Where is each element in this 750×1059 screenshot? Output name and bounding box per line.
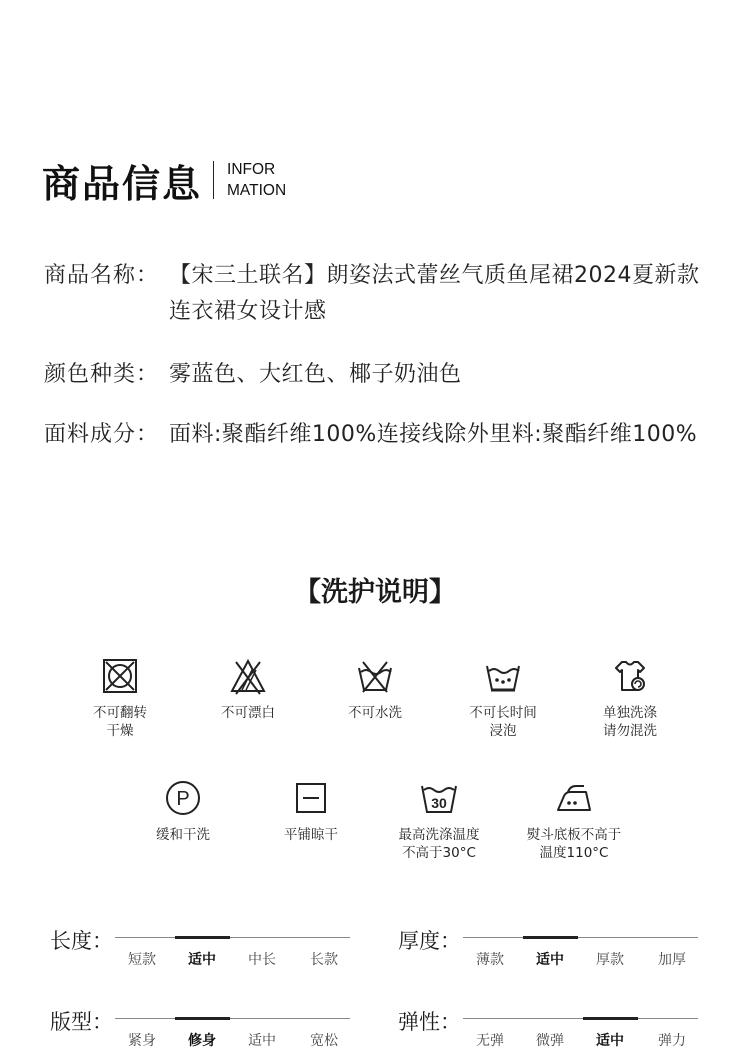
scale-option: 厚款 — [596, 952, 624, 968]
scale-thickness — [398, 925, 708, 975]
name-value: 【宋三土联名】朗姿法式蕾丝气质鱼尾裙2024夏新款连衣裙女设计感 — [169, 263, 700, 324]
care-label: 不可长时间 浸泡 — [469, 705, 537, 739]
section-title: 商品信息 — [42, 161, 203, 206]
scale-fit — [50, 1006, 360, 1056]
scale-option: 适中 — [248, 1033, 276, 1049]
care-label: 最高洗涤温度 不高于30°C — [398, 827, 480, 861]
scale-option: 无弹 — [476, 1033, 504, 1049]
scale-name: 弹性： — [398, 1010, 461, 1034]
dry-flat-icon — [291, 778, 331, 818]
info-row-fabric — [44, 417, 714, 453]
care-item-max-wash-30 — [369, 778, 509, 862]
title-divider — [213, 161, 214, 199]
iron-low-icon — [554, 778, 594, 818]
scale-track — [463, 1018, 698, 1019]
info-row-name — [44, 258, 714, 330]
scale-selected-marker — [175, 1017, 230, 1020]
scale-option: 长款 — [310, 952, 338, 968]
care-item-no-long-soak — [433, 656, 573, 740]
care-label: 不可水洗 — [348, 705, 402, 721]
scale-track — [115, 937, 350, 938]
fabric-label: 面料成分： — [44, 422, 160, 447]
svg-text:P: P — [176, 788, 190, 810]
fabric-value: 面料:聚酯纤维100%连接线除外里料:聚酯纤维100% — [169, 422, 698, 447]
care-item-wash-separately — [560, 656, 700, 740]
scale-option: 宽松 — [310, 1033, 338, 1049]
care-label: 单独洗涤 请勿混洗 — [603, 705, 657, 739]
care-title: 【洗护说明】 — [294, 577, 456, 608]
name-label: 商品名称： — [44, 263, 160, 288]
care-label: 熨斗底板不高于 温度110°C — [526, 827, 622, 861]
scale-name: 长度： — [50, 929, 113, 953]
scale-option: 微弹 — [536, 1033, 564, 1049]
scale-track — [463, 937, 698, 938]
scale-selected-marker — [175, 936, 230, 939]
care-label: 平铺晾干 — [284, 827, 338, 843]
care-item-gentle-dry-clean — [113, 778, 253, 844]
care-label: 不可翻转 干燥 — [93, 705, 147, 739]
scale-option: 弹力 — [658, 1033, 686, 1049]
max-wash-30-icon — [419, 778, 459, 818]
section-header — [42, 154, 286, 206]
scale-option-selected: 适中 — [536, 952, 564, 968]
color-label: 颜色种类： — [44, 362, 160, 387]
scale-option: 中长 — [248, 952, 276, 968]
scale-option-selected: 修身 — [188, 1033, 216, 1049]
gentle-dry-clean-icon — [163, 778, 203, 818]
scale-selected-marker — [583, 1017, 638, 1020]
no-long-soak-icon — [483, 656, 523, 696]
scale-name: 厚度： — [398, 929, 461, 953]
info-row-color — [44, 357, 714, 393]
care-item-dry-flat — [241, 778, 381, 844]
english-line-1: INFOR — [227, 161, 276, 178]
scale-option: 紧身 — [128, 1033, 156, 1049]
scale-option: 薄款 — [476, 952, 504, 968]
scale-option: 短款 — [128, 952, 156, 968]
care-label: 缓和干洗 — [156, 827, 210, 843]
scale-option-selected: 适中 — [188, 952, 216, 968]
scale-name: 版型： — [50, 1010, 113, 1034]
care-item-no-bleach — [178, 656, 318, 722]
color-value: 雾蓝色、大红色、椰子奶油色 — [169, 362, 462, 387]
no-wash-icon — [355, 656, 395, 696]
section-title-english — [227, 159, 286, 201]
svg-text:30: 30 — [431, 795, 447, 811]
care-item-no-wash — [305, 656, 445, 722]
scale-elasticity — [398, 1006, 708, 1056]
care-item-iron-low — [504, 778, 644, 862]
wash-separately-icon — [610, 656, 650, 696]
scale-selected-marker — [523, 936, 578, 939]
care-item-no-tumble-dry — [50, 656, 190, 740]
care-label: 不可漂白 — [221, 705, 275, 721]
english-line-2: MATION — [227, 182, 287, 199]
no-bleach-icon — [228, 656, 268, 696]
no-tumble-dry-icon — [100, 656, 140, 696]
scale-option-selected: 适中 — [596, 1033, 624, 1049]
scale-option: 加厚 — [658, 952, 686, 968]
scale-length — [50, 925, 360, 975]
scale-track — [115, 1018, 350, 1019]
